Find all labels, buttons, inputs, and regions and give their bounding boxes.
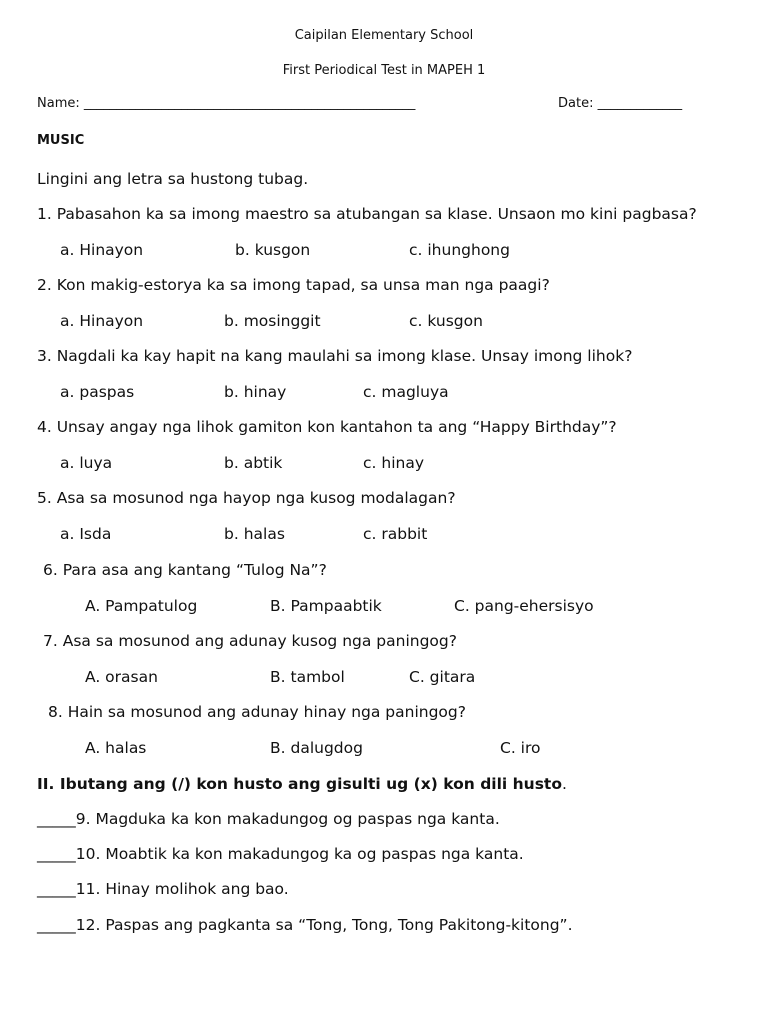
name-field: Name: ___________________________________________________ [37, 96, 416, 111]
question-2: 2. Kon makig-estorya ka sa imong tapad, sa unsa man nga paagi? [37, 276, 550, 294]
q7-option-a: A. orasan [85, 668, 158, 686]
question-1: 1. Pabasahon ka sa imong maestro sa atubangan sa klase. Unsaon mo kini pagbasa? [37, 205, 697, 223]
part-2-numeral: II [37, 775, 49, 793]
statement-9: _____9. Magduka ka kon makadungog og paspas nga kanta. [37, 810, 500, 828]
part-2-instruction [37, 775, 567, 793]
statement-12: _____12. Paspas ang pagkanta sa “Tong, Tong, Tong Pakitong-kitong”. [37, 916, 573, 934]
q5-option-a: a. Isda [60, 525, 112, 543]
date-field: Date: _____________ [558, 96, 683, 111]
q8-option-b: B. dalugdog [270, 739, 363, 757]
question-7: 7. Asa sa mosunod ang adunay kusog nga paningog? [43, 632, 457, 650]
statement-11: _____11. Hinay molihok ang bao. [37, 880, 289, 898]
q7-option-c: C. gitara [409, 668, 476, 686]
q5-option-b: b. halas [224, 525, 285, 543]
q3-option-b: b. hinay [224, 383, 287, 401]
q1-option-b: b. kusgon [235, 241, 311, 259]
school-name: Caipilan Elementary School [294, 28, 474, 43]
q8-option-a: A. halas [85, 739, 147, 757]
section-music-heading: MUSIC [37, 133, 85, 148]
q6-option-c: C. pang-ehersisyo [454, 597, 594, 615]
statement-10: _____10. Moabtik ka kon makadungog ka og paspas nga kanta. [37, 845, 524, 863]
q2-option-c: c. kusgon [409, 312, 483, 330]
instruction-circle-letter: Lingini ang letra sa hustong tubag. [37, 170, 309, 188]
q5-option-c: c. rabbit [363, 525, 428, 543]
q2-option-b: b. mosinggit [224, 312, 321, 330]
question-3: 3. Nagdali ka kay hapit na kang maulahi sa imong klase. Unsay imong lihok? [37, 347, 633, 365]
q6-option-a: A. Pampatulog [85, 597, 198, 615]
question-4: 4. Unsay angay nga lihok gamiton kon kantahon ta ang “Happy Birthday”? [37, 418, 617, 436]
question-8: 8. Hain sa mosunod ang adunay hinay nga paningog? [48, 703, 466, 721]
q1-option-c: c. ihunghong [409, 241, 510, 259]
q8-option-c: C. iro [500, 739, 541, 757]
part-2-instruction-text: . Ibutang ang (/) kon husto ang gisulti ug (x) kon dili husto [48, 775, 562, 793]
q2-option-a: a. Hinayon [60, 312, 144, 330]
q3-option-a: a. paspas [60, 383, 135, 401]
q3-option-c: c. magluya [363, 383, 449, 401]
q4-option-c: c. hinay [363, 454, 425, 472]
q6-option-b: B. Pampaabtik [270, 597, 382, 615]
q7-option-b: B. tambol [270, 668, 345, 686]
question-5: 5. Asa sa mosunod nga hayop nga kusog modalagan? [37, 489, 456, 507]
q4-option-b: b. abtik [224, 454, 283, 472]
question-6: 6. Para asa ang kantang “Tulog Na”? [43, 561, 327, 579]
part-2-trail: . [561, 775, 567, 793]
test-title: First Periodical Test in MAPEH 1 [282, 63, 486, 78]
q4-option-a: a. luya [60, 454, 113, 472]
q1-option-a: a. Hinayon [60, 241, 144, 259]
